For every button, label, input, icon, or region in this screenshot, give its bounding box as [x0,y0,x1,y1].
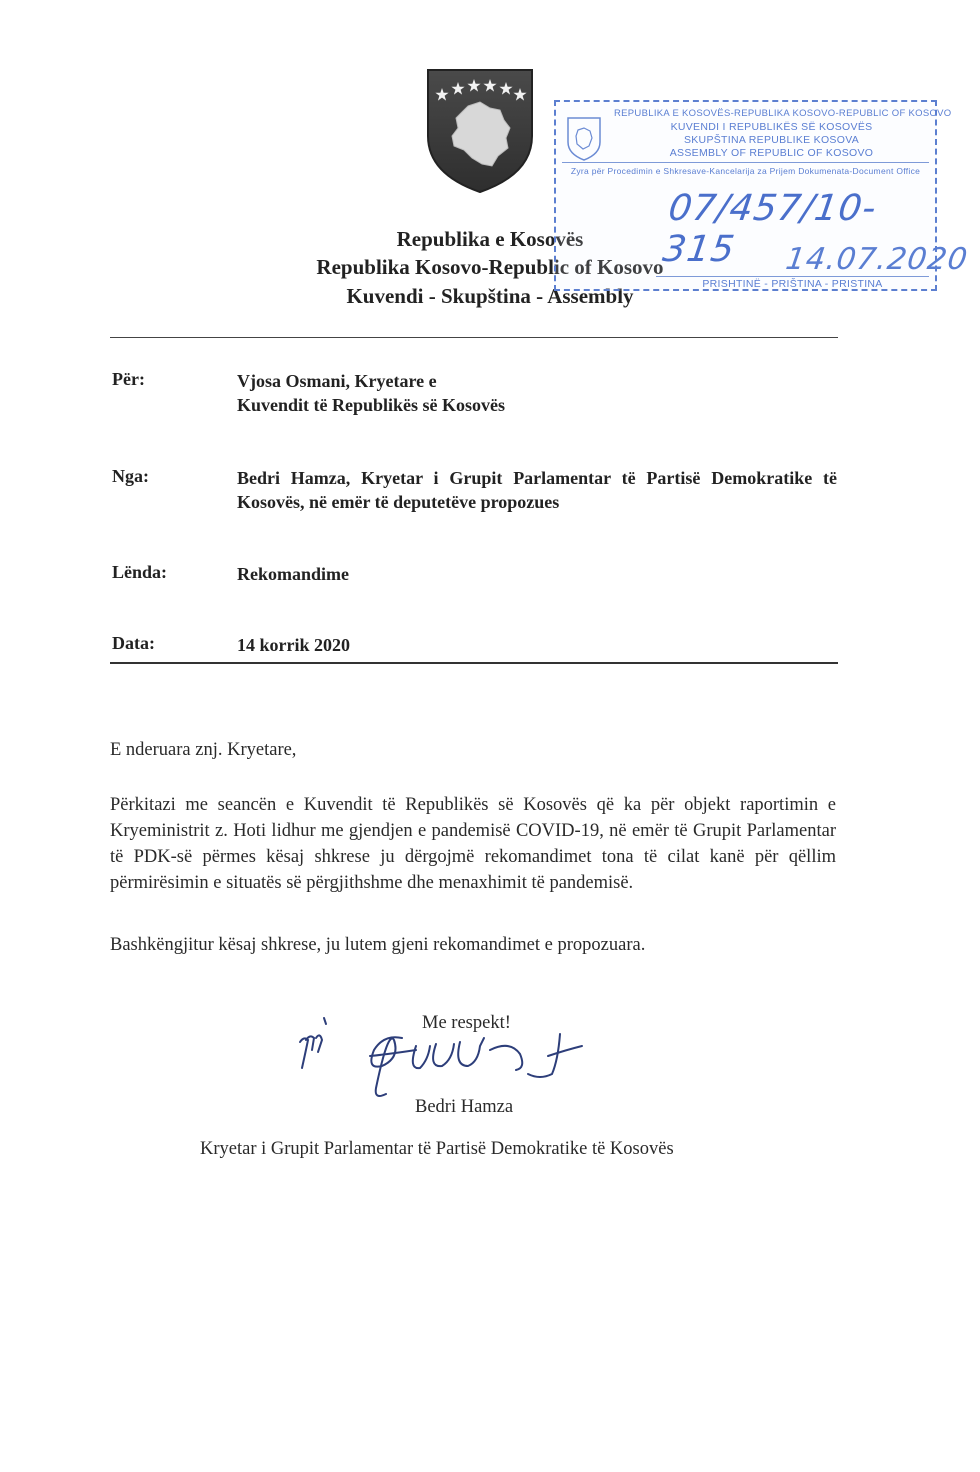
nga-value: Bedri Hamza, Kryetar i Grupit Parlamentar të Partisë Demokratike të Kosovës, në emër të deputetëve propozues [237,468,837,512]
body-paragraph-1: Përkitazi me seancën e Kuvendit të Republikës së Kosovës që ka për objekt raportimin e Kryeministrit z. Hoti lidhur me gjendjen e pandemisë COVID-19, në emër të Grupit Parlamentar të PDK-së përmes kësaj shkrese ju dërgojmë rekomandimet tona të cilat kanë për qëllim përmirësimin e situatës së përgjithshme dhe menaxhimit të pandemisë. [110,795,836,893]
nga-label: Nga: [112,466,149,486]
handwritten-signature-icon [290,1010,600,1110]
closing-phrase: Me respekt! [422,1013,511,1033]
registry-stamp [554,100,971,291]
stamp-line-4: ASSEMBLY OF REPUBLIC OF KOSOVO [669,147,874,159]
header-republic-multilingual: Republika Kosovo-Republic of Kosovo [316,255,664,279]
signatory-title: Kryetar i Grupit Parlamentar të Partisë Demokratike të Kosovës [200,1139,674,1159]
lenda-value: Rekomandime [237,564,349,584]
per-label: Për: [112,369,145,389]
kosovo-coat-of-arms-icon [424,66,536,194]
per-value-line1: Vjosa Osmani, Kryetare e [237,371,437,391]
stamp-registration-number: 07/457/10-315 [660,188,880,270]
stamp-line-1: REPUBLIKA E KOSOVËS-REPUBLIKA KOSOVO-REPUBLIC OF KOSOVO [614,108,952,119]
header-assembly: Kuvendi - Skupština - Assembly [346,284,634,308]
stamp-office: Zyra për Procedimin e Shkresave-Kancelarija za Prijem Dokumenata-Document Office [562,162,929,177]
data-value: 14 korrik 2020 [237,635,351,655]
body-paragraph-2: Bashkëngjitur kësaj shkrese, ju lutem gjeni rekomandimet e propozuara. [110,935,646,955]
salutation: E nderuara znj. Kryetare, [110,740,297,760]
per-value-line2: Kuvendit të Republikës së Kosovës [237,395,506,415]
stamp-line-2: KUVENDI I REPUBLIKËS SË KOSOVËS [670,121,873,133]
memo-divider [110,662,838,664]
stamp-date: 14.07.2020 [783,242,971,277]
header-divider [110,337,838,338]
signatory-name: Bedri Hamza [415,1097,514,1117]
stamp-emblem-icon [566,116,602,162]
data-label: Data: [112,633,155,653]
header-republic-albanian: Republika e Kosovës [396,227,584,251]
lenda-label: Lënda: [112,562,168,582]
stamp-line-3: SKUPŠTINA REPUBLIKE KOSOVA [683,134,860,146]
stamp-city: PRISHTINË - PRIŠTINA - PRISTINA [656,276,929,290]
